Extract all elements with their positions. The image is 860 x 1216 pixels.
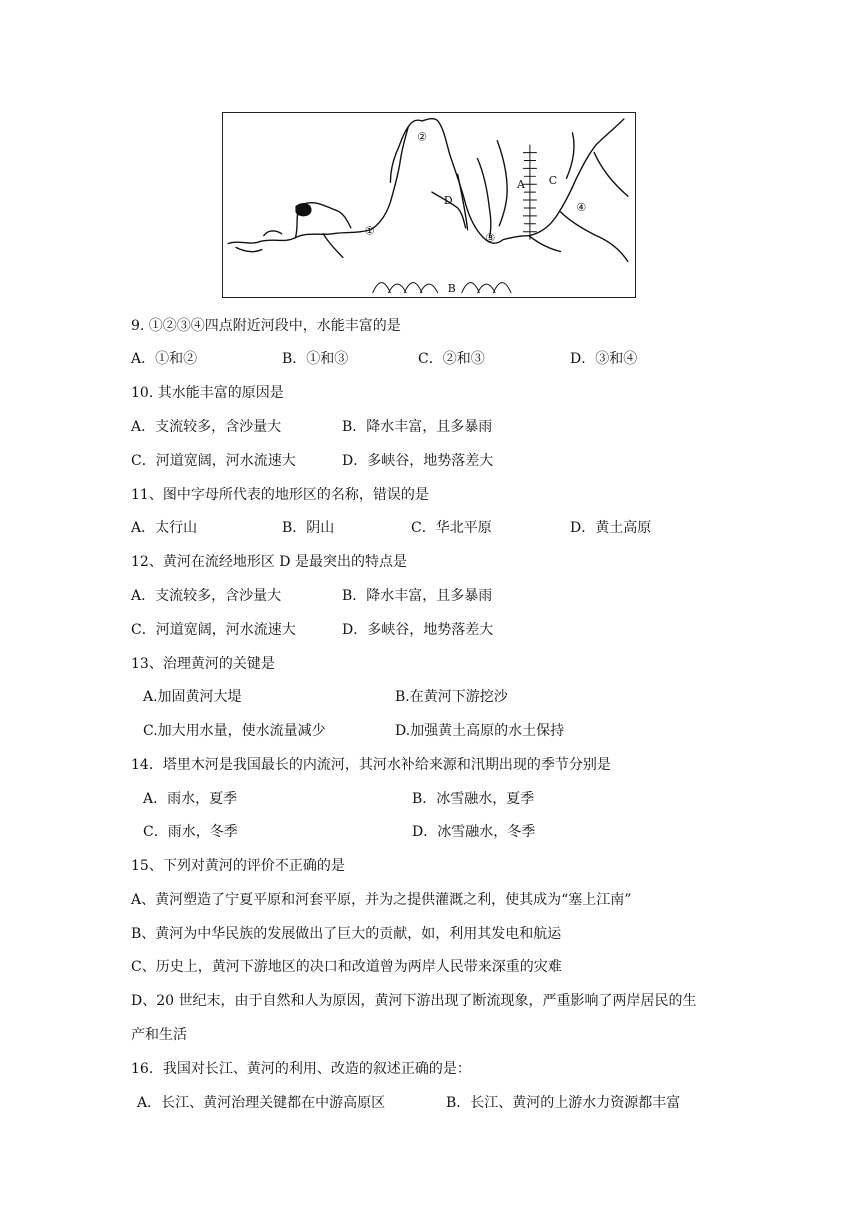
q10-option-c[interactable]: C．河道宽阔，河水流速大: [131, 453, 296, 469]
q11-option-a[interactable]: A．太行山: [131, 520, 198, 536]
q14-option-d[interactable]: D．冰雪融水，冬季: [412, 824, 536, 840]
q11-option-c[interactable]: C．华北平原: [411, 520, 492, 536]
q13-stem: 13、治理黄河的关键是: [131, 656, 275, 672]
q12-option-a[interactable]: A．支流较多，含沙量大: [131, 588, 282, 604]
q16-option-b[interactable]: B．长江、黄河的上游水力资源都丰富: [446, 1095, 681, 1111]
q15-option-b[interactable]: B、黄河为中华民族的发展做出了巨大的贡献，如，利用其发电和航运: [131, 926, 562, 942]
q12-option-c[interactable]: C．河道宽阔，河水流速大: [131, 622, 296, 638]
q12-stem: 12、黄河在流经地形区 D 是最突出的特点是: [131, 554, 407, 570]
q11-stem: 11、图中字母所代表的地形区的名称，错误的是: [131, 487, 429, 503]
point-2-label: ②: [417, 130, 427, 144]
q13-option-c[interactable]: C.加大用水量，使水流量减少: [143, 723, 326, 739]
point-4-label: ④: [576, 200, 587, 214]
q16-option-a[interactable]: A．长江、黄河治理关键都在中游高原区: [137, 1095, 386, 1111]
q9-option-d[interactable]: D．③和④: [570, 351, 638, 367]
q15-option-a[interactable]: A、黄河塑造了宁夏平原和河套平原，并为之提供灌溉之利，使其成为“塞上江南”: [131, 892, 632, 908]
q16-stem: 16．我国对长江、黄河的利用、改造的叙述正确的是：: [131, 1061, 471, 1077]
map-drawing: [223, 113, 635, 297]
q10-option-b[interactable]: B．降水丰富，且多暴雨: [342, 419, 493, 435]
q10-option-d[interactable]: D．多峡谷，地势落差大: [342, 453, 494, 469]
taihang-mountains: [523, 145, 537, 240]
q9-option-b[interactable]: B．①和③: [282, 351, 349, 367]
q12-option-b[interactable]: B．降水丰富，且多暴雨: [342, 588, 493, 604]
letter-b-label: B: [447, 282, 456, 296]
q14-option-b[interactable]: B．冰雪融水，夏季: [412, 791, 535, 807]
q10-stem: 10. 其水能丰富的原因是: [131, 385, 284, 401]
q14-option-a[interactable]: A．雨水，夏季: [143, 791, 238, 807]
letter-a-label: A: [517, 178, 525, 192]
point-1-label: ①: [364, 224, 375, 238]
q10-option-a[interactable]: A．支流较多，含沙量大: [131, 419, 282, 435]
q9-stem: 9. ①②③④四点附近河段中，水能丰富的是: [131, 318, 401, 334]
q15-stem: 15、下列对黄河的评价不正确的是: [131, 858, 345, 874]
q15-option-d-continued: 产和生活: [131, 1027, 187, 1043]
q11-option-b[interactable]: B．阴山: [282, 520, 335, 536]
yinshan-mountains: [373, 282, 511, 296]
q9-option-a[interactable]: A．①和②: [131, 351, 198, 367]
q14-option-c[interactable]: C．雨水，冬季: [143, 824, 238, 840]
letter-c-label: C: [548, 174, 558, 188]
q13-option-a[interactable]: A.加固黄河大堤: [143, 689, 242, 705]
yellow-river-map: [222, 112, 636, 298]
q13-option-d[interactable]: D.加强黄土高原的水土保持: [395, 723, 565, 739]
q9-option-c[interactable]: C．②和③: [418, 351, 485, 367]
q13-option-b[interactable]: B.在黄河下游挖沙: [395, 689, 508, 705]
q15-option-d[interactable]: D、20 世纪末，由于自然和人为原因，黄河下游出现了断流现象，严重影响了两岸居民的生: [131, 993, 697, 1009]
q12-option-d[interactable]: D．多峡谷，地势落差大: [342, 622, 494, 638]
q14-stem: 14．塔里木河是我国最长的内流河，其河水补给来源和汛期出现的季节分别是: [131, 757, 611, 773]
letter-d-label: D: [443, 194, 453, 208]
q11-option-d[interactable]: D．黄土高原: [570, 520, 652, 536]
q15-option-c[interactable]: C、历史上，黄河下游地区的决口和改道曾为两岸人民带来深重的灾难: [131, 959, 562, 975]
point-3-label: ③: [485, 231, 496, 245]
